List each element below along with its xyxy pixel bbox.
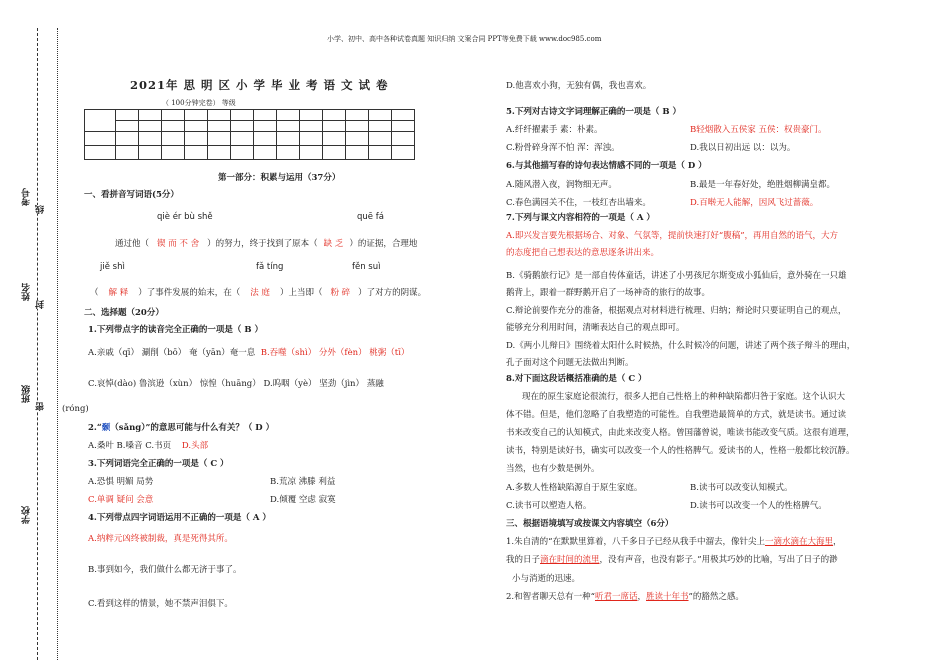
q6-d: D.百啭无人能解，因风飞过蔷薇。	[690, 198, 819, 208]
pinyin-4: fǎ tíng	[256, 262, 284, 272]
q6: 6.与其他描写春的诗句表达情感不同的一项是（ D ）	[506, 161, 707, 171]
q5: 5.下列对古诗文字词理解正确的一项是（ B ）	[506, 107, 681, 117]
s3-line1: 1.朱自清的“在默默里算着，八千多日子已经从我手中溜去，像针尖上一滴水滴在大海里，	[506, 537, 842, 547]
s3-answer-2: 滴在时间的流里	[540, 555, 600, 565]
q6-a: A.随风潜入夜，润物细无声。	[506, 180, 617, 190]
q2-answer: D.头部	[181, 441, 209, 451]
pinyin-5: fěn suì	[352, 262, 381, 272]
q7-d1: D.《两小儿辩日》围绕着太阳什么时候热，什么时候冷的问题，讲述了两个孩子辩斗的理由，	[506, 341, 856, 351]
answer-2: 缺 乏	[323, 239, 344, 249]
q3-d: D.倾覆 空虑 寂寞	[270, 495, 336, 505]
label-mi: 密	[36, 402, 46, 411]
page-title: 2021年 思 明 区 小 学 毕 业 考 语 文 试 卷	[130, 78, 389, 92]
q6-b: B.最是一年春好处，绝胜烟柳满皇都。	[690, 180, 835, 190]
q1-line2: C.哀悼(dào) 鲁滨逊（xùn） 惊惶（huāng） D.呜咽（yè） 坚劲（jìn） 蒸融	[88, 379, 384, 389]
pinyin-1: qiè ér bù shě	[157, 212, 213, 222]
q1-line1: A.亲戚（qī） 涮削（bō） 奄（yān）奄一息 B.吞噬（shì） 分外（fèn） 桃粥（tī）	[88, 348, 410, 358]
q8-d: D.读书可以改变一个人的性格脾气。	[690, 501, 827, 511]
s3-heading: 三、根据语境填写或按课文内容填空（6分）	[506, 519, 674, 529]
q6-c: C.春色满园关不住，一枝红杏出墙来。	[506, 198, 651, 208]
q7-d2: 孔子面对这个问题无法做出判断。	[506, 358, 634, 368]
q8: 8.对下面这段话概括准确的是（ C ）	[506, 374, 647, 384]
answer-3: 解 释	[108, 288, 129, 298]
answer-1: 锲 而 不 舍	[157, 239, 200, 249]
page-header: 小学、初中、高中各种试卷真题 知识归纳 文案合同 PPT等免费下载 www.doc985.com	[327, 35, 602, 43]
q3-c: C.单调 疑问 会意	[88, 495, 154, 505]
answer-5: 粉 碎	[330, 288, 351, 298]
q5-a: A.纤纤擢素手 素：朴素。	[506, 125, 603, 135]
q5-c: C.粉骨碎身浑不怕 浑：浑浊。	[506, 143, 620, 153]
q3: 3.下列词语完全正确的一项是（ C ）	[88, 459, 229, 469]
s1-heading: 一、看拼音写词语(5分）	[84, 190, 179, 200]
q4-a: A.纳粹元凶终被制裁，真是死得其所。	[88, 534, 233, 544]
q7-a1: A.即兴发言要先根据场合、对象、气氛等，提前快速打好“腹稿”，再用自然的语气，大方	[506, 231, 839, 241]
q8-a: A.多数人性格缺陷源自于原生家庭。	[506, 483, 643, 493]
s3-answer-3: 听君一席话	[594, 592, 638, 602]
label-kaohao: 考号	[22, 188, 32, 206]
q1: 1.下列带点字的读音完全正确的一项是（ B ）	[88, 325, 263, 335]
answer-4: 法 庭	[250, 288, 270, 298]
q4-b: B.事到如今，我们做什么都无济于事了。	[88, 565, 242, 575]
q8-para-5: 当然，也有少数是例外。	[506, 464, 600, 474]
q4-c: C.看到这样的情景，她不禁声泪俱下。	[88, 599, 233, 609]
q7: 7.下列与课文内容相符的一项是（ A ）	[506, 213, 655, 223]
q7-b2: 鹅背上，跟着一群野鹅开启了一场神奇的旅行的故事。	[506, 288, 711, 298]
q3-b: B.荒凉 沸滕 利益	[270, 477, 336, 487]
q1-answer-b: B.吞噬（shì） 分外（fèn） 桃粥（tī）	[260, 348, 410, 358]
s3-line3: 小与消逝的迅速。	[512, 574, 581, 584]
q4: 4.下列带点四字词语运用不正确的一项是（ A ）	[88, 513, 271, 523]
s3-answer-4: 胜读十年书	[646, 592, 689, 602]
q3-a: A.恐惧 明媚 局势	[88, 477, 154, 487]
q7-a2: 的态度把自己想表达的意思逐条讲出来。	[506, 248, 660, 258]
label-xuexiao: 学校	[22, 506, 32, 524]
q4-d: D.他喜欢小狗，无独有偶，我也喜欢。	[506, 81, 652, 91]
q8-b: B.读书可以改变认知模式。	[690, 483, 793, 493]
q2: 2.“颡（sǎng）”的意思可能与什么有关？（ D ）	[88, 423, 275, 433]
q8-para-3: 书来改变自己的认知模式，由此来改变人格。曾国藩曾说，唯读书能改变气质。这很有道理，	[506, 428, 855, 438]
q5-b: B轻烟散入五侯家 五侯：权贵豪门。	[690, 125, 827, 135]
q7-c2: 能够充分利用时间，清晰表达自己的观点即可。	[506, 323, 685, 333]
pinyin-2: quē fá	[357, 212, 384, 222]
s2-heading: 二、选择题（20分）	[84, 308, 164, 318]
score-table	[84, 109, 415, 160]
q7-b1: B.《骑鹅旅行记》是一部自传体童话，讲述了小男孩尼尔斯变成小狐仙后，意外骑在一只雄	[506, 271, 847, 281]
s1-line2: （ 解 释 ）了事件发展的始末，在（ 法 庭 ）上当即（ 粉 碎 ）了对方的阴谋。	[90, 288, 427, 298]
s3-answer-1: 一滴水滴在大海里	[764, 537, 833, 547]
q5-d: D.我以日初出远 以：以为。	[690, 143, 796, 153]
label-xingming: 姓名	[22, 283, 32, 301]
q2-options: A.桑叶 B.嗓音 C.书页 D.头部	[88, 441, 209, 451]
s3-line2: 我的日子滴在时间的流里，没有声音，也没有影子。”用极其巧妙的比喻，写出了日子的渺	[506, 555, 838, 565]
pinyin-3: jiě shì	[100, 262, 125, 272]
label-banji: 班级	[22, 385, 32, 403]
q8-para-4: 读书，特别是读好书，确实可以改变一个人的性格脾气。爱读书的人，性格一般都比较沉静。	[506, 446, 855, 456]
q8-c: C.读书可以塑造人格。	[506, 501, 592, 511]
label-feng: 封	[36, 300, 46, 309]
q8-para-2: 体不错。但是，他们忽略了自我塑造的可能性。自我塑造最简单的方式，就是读书。通过读	[506, 410, 847, 420]
binding-line	[37, 28, 38, 660]
q7-c1: C.辩论前要作充分的准备，根据观点对材料进行梳理、归纳；辩论时只要证明自己的观点，	[506, 306, 847, 316]
q2-keyword: 颡	[101, 423, 111, 433]
page-subtitle: （ 100分钟完卷） 等级	[162, 99, 236, 107]
binding-line-inner	[57, 28, 58, 660]
q1-line3: (róng)	[62, 404, 89, 414]
part1-heading: 第一部分：积累与运用（37分）	[218, 173, 341, 183]
label-xian: 线	[36, 205, 46, 214]
s1-line1: 通过他（ 锲 而 不 舍 ）的努力，终于找到了原本（ 缺 乏 ）的证据，合理地	[115, 239, 418, 249]
q8-para-1: 现在的原生家庭论很流行，很多人把自己性格上的种种缺陷都归咎于家庭。这个认识大	[522, 392, 846, 402]
s3-line4: 2.和智者聊天总有一种“听君一席话，胜读十年书”的豁然之感。	[506, 592, 744, 602]
